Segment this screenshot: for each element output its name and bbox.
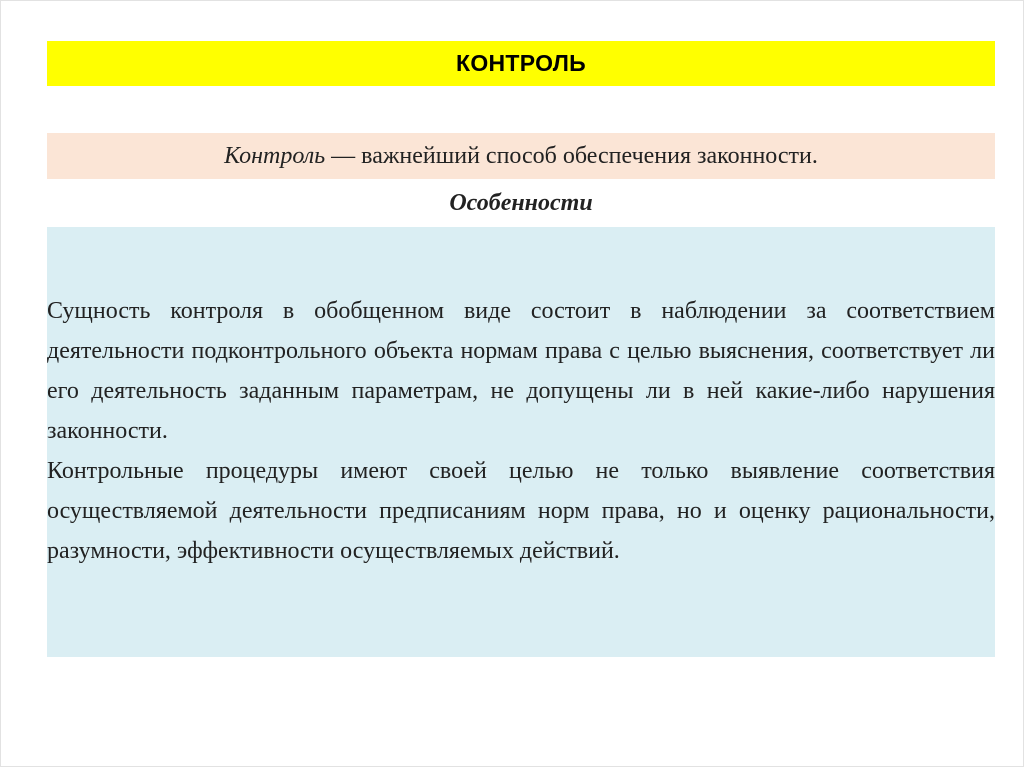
definition-bar xyxy=(47,133,995,179)
body-text xyxy=(47,291,995,571)
body-paragraph-procedures: Контрольные процедуры имеют своей целью не только выявление соответствия осуществляемой деятельности предписаниям норм права, но и оценку рациональности, разумности, эффективности осуществляемых действий. xyxy=(47,458,995,564)
slide-title: КОНТРОЛЬ xyxy=(455,50,586,76)
title-bar xyxy=(47,41,995,86)
definition-text xyxy=(224,143,818,170)
body-panel xyxy=(47,227,995,657)
definition-rest: — важнейший способ обеспечения законности. xyxy=(325,142,818,169)
features-heading: Особенности xyxy=(449,189,593,216)
definition-term: Контроль xyxy=(224,142,326,169)
body-paragraph-essence: Сущность контроля в обобщенном виде состоит в наблюдении за соответствием деятельности подконтрольного объекта нормам права с целью выяснения, соответствует ли его деятельность заданным параметрам, не допущены ли в ней какие-либо нарушения законности. xyxy=(47,298,995,444)
